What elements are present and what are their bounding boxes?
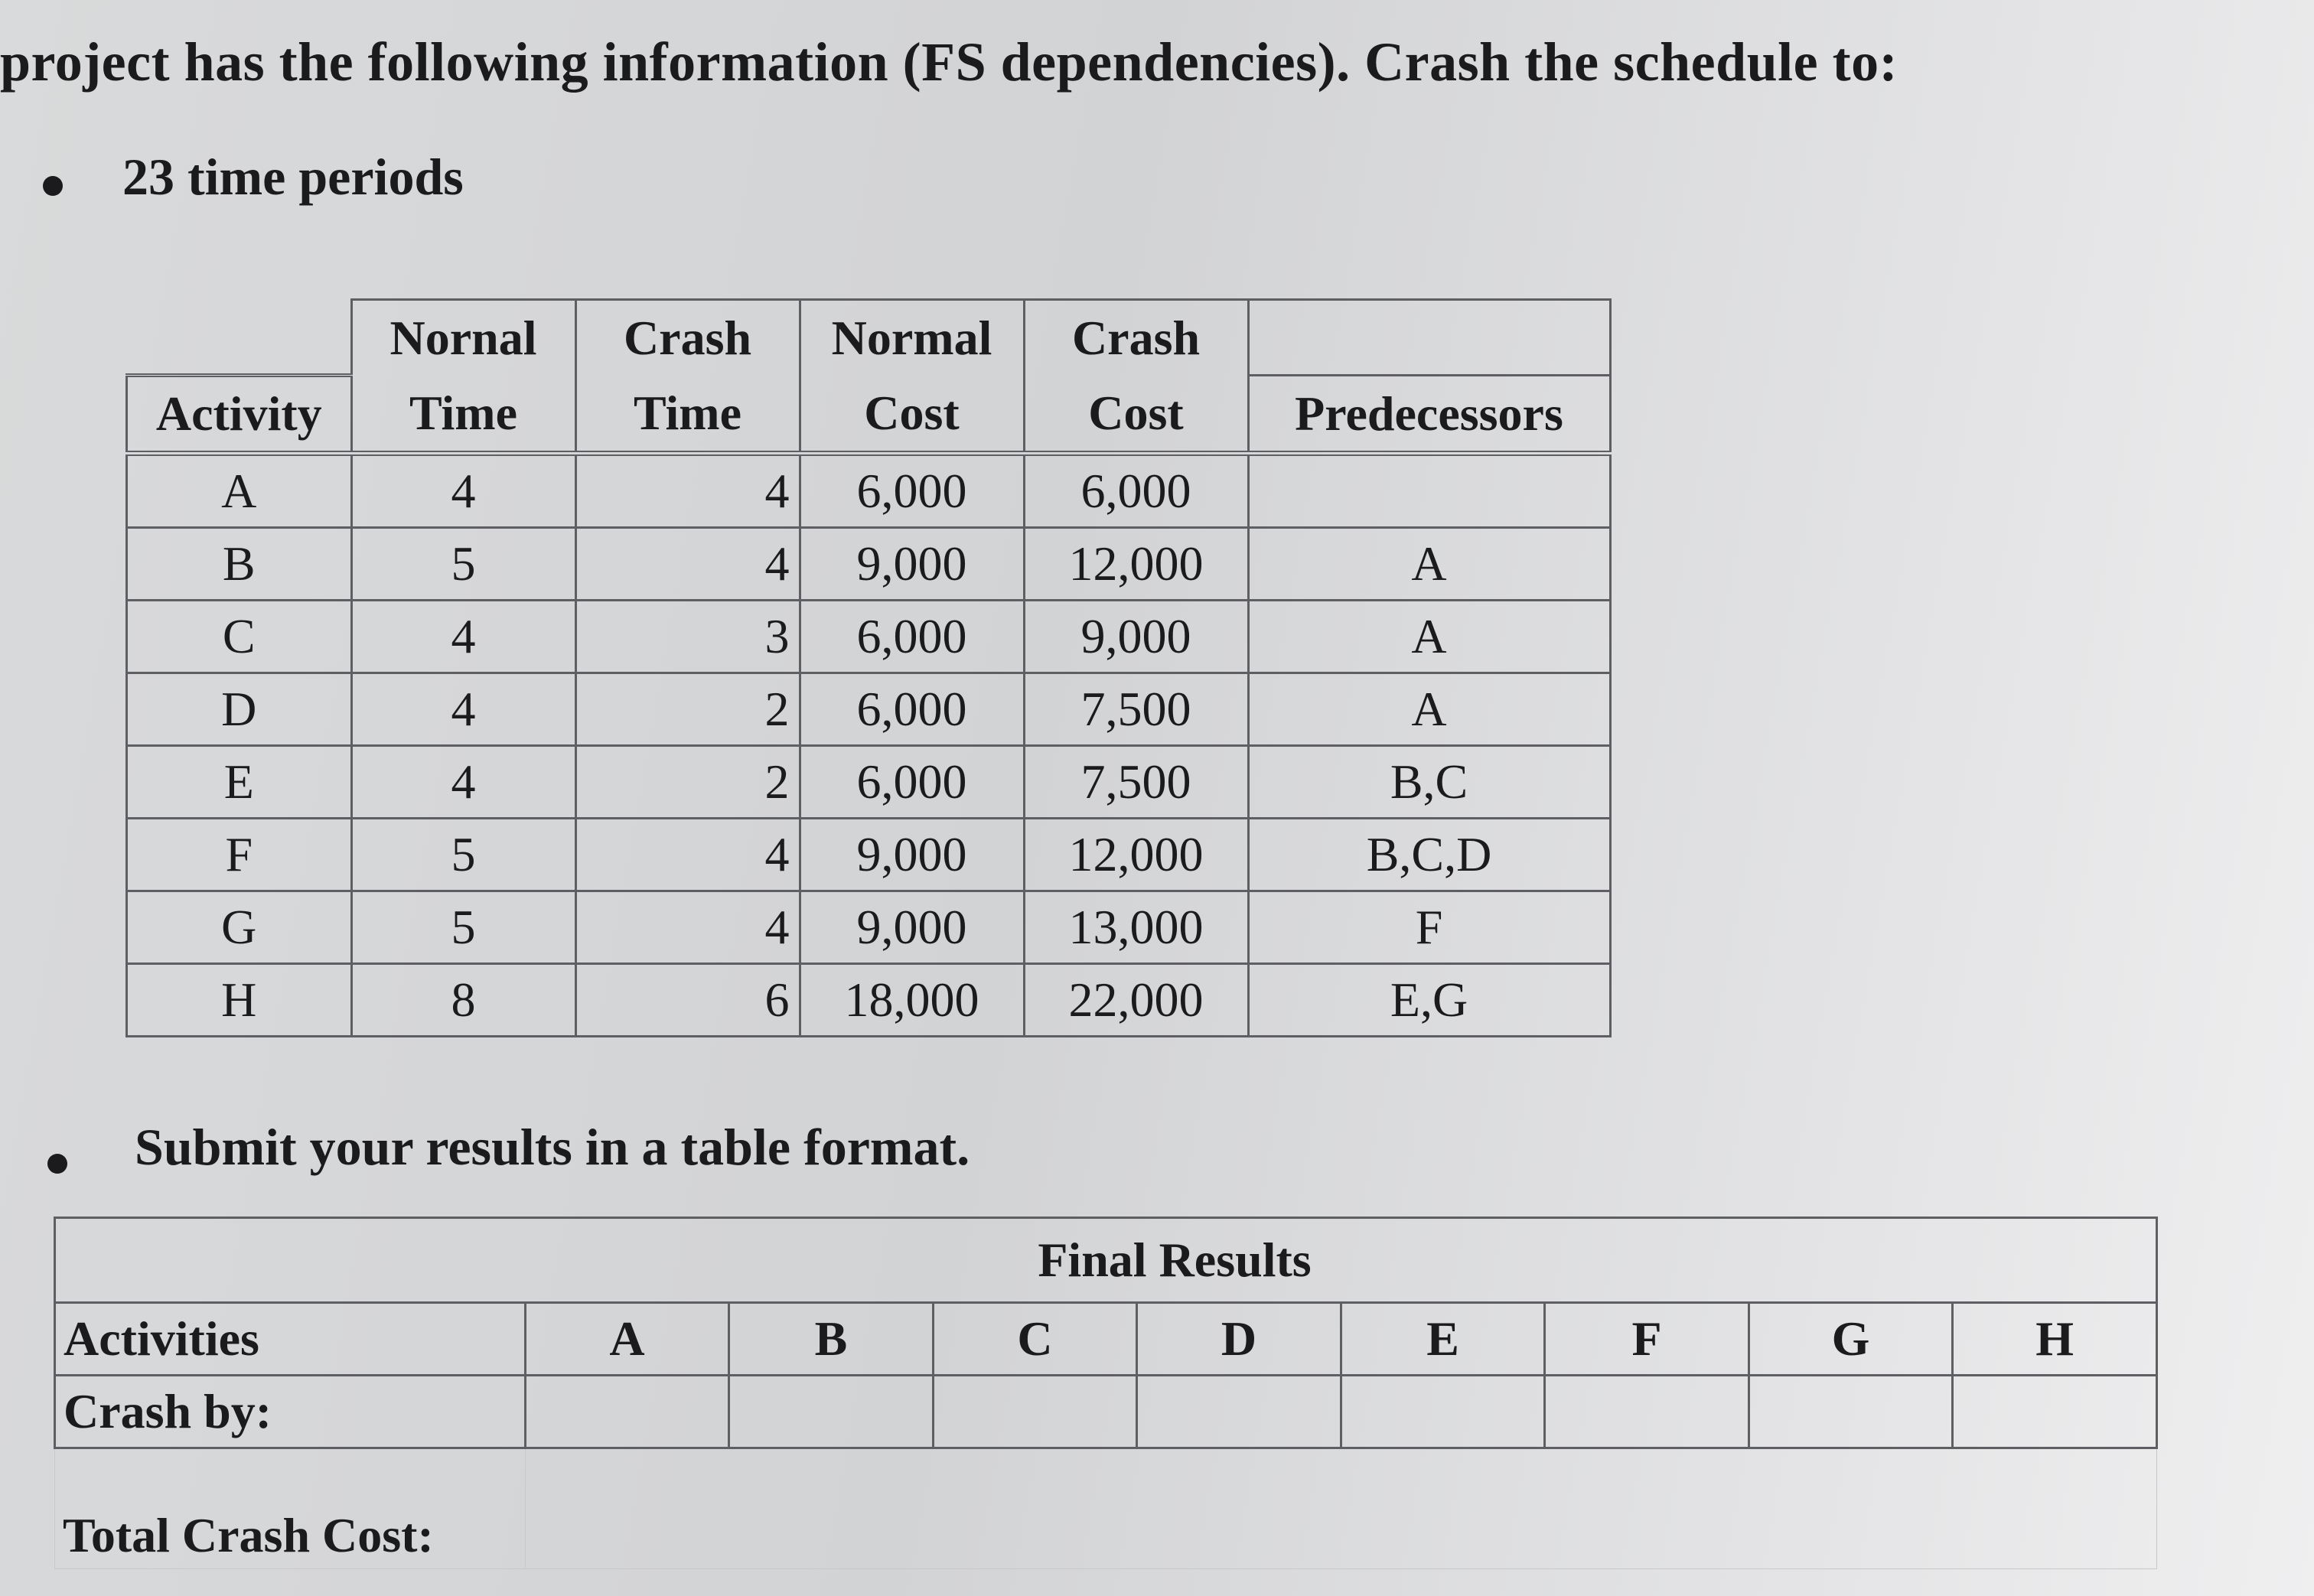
header-row-top xyxy=(127,300,1611,376)
cell-activity: G xyxy=(127,891,352,964)
cell-crash-time: 4 xyxy=(575,454,800,528)
table-row xyxy=(127,891,1611,964)
cell-activity: B xyxy=(127,528,352,601)
cell-crash-time: 2 xyxy=(575,746,800,819)
table-row xyxy=(127,528,1611,601)
bullet-submit-results: Submit your results in a table format. xyxy=(135,1118,970,1176)
cell-crash-time: 2 xyxy=(575,673,800,746)
results-col-h: H xyxy=(1953,1303,2157,1376)
cell-normal-time: 4 xyxy=(351,454,575,528)
cell-crash-cost: 22,000 xyxy=(1024,964,1248,1037)
header-crash-cost-top: Crash xyxy=(1024,300,1248,376)
cell-crash-cost: 6,000 xyxy=(1024,454,1248,528)
cell-normal-time: 5 xyxy=(351,528,575,601)
header-normal-time-top: Nornal xyxy=(351,300,575,376)
cell-crash-time: 4 xyxy=(575,528,800,601)
header-blank xyxy=(127,300,352,376)
header-row-bottom xyxy=(127,376,1611,454)
crash-by-d-cell[interactable] xyxy=(1137,1376,1341,1448)
cell-crash-time: 3 xyxy=(575,601,800,673)
cell-normal-time: 4 xyxy=(351,601,575,673)
results-col-d: D xyxy=(1137,1303,1341,1376)
cell-normal-time: 5 xyxy=(351,819,575,891)
header-predecessors: Predecessors xyxy=(1248,376,1610,454)
crash-by-h-cell[interactable] xyxy=(1953,1376,2157,1448)
activities-label: Activities xyxy=(55,1303,526,1376)
results-title: Final Results xyxy=(55,1218,2157,1303)
results-col-g: G xyxy=(1749,1303,1953,1376)
cell-activity: H xyxy=(127,964,352,1037)
cell-normal-cost: 6,000 xyxy=(800,746,1024,819)
cell-normal-time: 8 xyxy=(351,964,575,1037)
cell-crash-cost: 7,500 xyxy=(1024,746,1248,819)
cell-crash-cost: 12,000 xyxy=(1024,819,1248,891)
table-row xyxy=(127,819,1611,891)
crash-by-label: Crash by: xyxy=(55,1376,526,1448)
results-col-a: A xyxy=(525,1303,729,1376)
table-row xyxy=(127,454,1611,528)
crash-by-b-cell[interactable] xyxy=(729,1376,934,1448)
activities-row xyxy=(55,1303,2157,1376)
cell-predecessors xyxy=(1248,454,1610,528)
cell-predecessors: A xyxy=(1248,673,1610,746)
table-row xyxy=(127,673,1611,746)
cell-predecessors: A xyxy=(1248,601,1610,673)
crash-by-row xyxy=(55,1376,2157,1448)
results-col-f: F xyxy=(1545,1303,1749,1376)
cell-predecessors: B,C,D xyxy=(1248,819,1610,891)
crash-by-c-cell[interactable] xyxy=(933,1376,1137,1448)
crash-by-a-cell[interactable] xyxy=(525,1376,729,1448)
cell-normal-cost: 9,000 xyxy=(800,819,1024,891)
cell-normal-cost: 6,000 xyxy=(800,673,1024,746)
cell-normal-cost: 6,000 xyxy=(800,454,1024,528)
table-row xyxy=(127,601,1611,673)
cell-activity: D xyxy=(127,673,352,746)
header-activity: Activity xyxy=(127,376,352,454)
header-normal-cost-top: Normal xyxy=(800,300,1024,376)
cell-crash-time: 4 xyxy=(575,891,800,964)
final-results-table xyxy=(54,1217,2158,1569)
cell-normal-cost: 9,000 xyxy=(800,891,1024,964)
cell-activity: A xyxy=(127,454,352,528)
total-crash-cost-label: Total Crash Cost: xyxy=(55,1448,526,1569)
results-title-row xyxy=(55,1218,2157,1303)
crash-by-g-cell[interactable] xyxy=(1749,1376,1953,1448)
bullet-icon xyxy=(43,176,63,196)
cell-crash-cost: 13,000 xyxy=(1024,891,1248,964)
cell-activity: F xyxy=(127,819,352,891)
header-crash-time: Time xyxy=(575,376,800,454)
cell-crash-cost: 7,500 xyxy=(1024,673,1248,746)
cell-predecessors: F xyxy=(1248,891,1610,964)
header-normal-cost: Cost xyxy=(800,376,1024,454)
header-predecessors-top xyxy=(1248,300,1610,376)
cell-activity: C xyxy=(127,601,352,673)
cell-crash-cost: 12,000 xyxy=(1024,528,1248,601)
total-crash-cost-cell[interactable] xyxy=(525,1448,2156,1569)
cell-predecessors: B,C xyxy=(1248,746,1610,819)
cell-crash-cost: 9,000 xyxy=(1024,601,1248,673)
cell-activity: E xyxy=(127,746,352,819)
crash-by-f-cell[interactable] xyxy=(1545,1376,1749,1448)
header-crash-time-top: Crash xyxy=(575,300,800,376)
total-crash-cost-row xyxy=(55,1448,2157,1569)
cell-predecessors: E,G xyxy=(1248,964,1610,1037)
problem-heading: project has the following information (FS dependencies). Crash the schedule to: xyxy=(0,31,1898,93)
cell-normal-time: 4 xyxy=(351,673,575,746)
crash-by-e-cell[interactable] xyxy=(1341,1376,1545,1448)
cell-normal-time: 4 xyxy=(351,746,575,819)
table-row xyxy=(127,964,1611,1037)
cell-normal-cost: 9,000 xyxy=(800,528,1024,601)
results-col-c: C xyxy=(933,1303,1137,1376)
table-row xyxy=(127,746,1611,819)
header-crash-cost: Cost xyxy=(1024,376,1248,454)
cell-normal-cost: 6,000 xyxy=(800,601,1024,673)
results-col-b: B xyxy=(729,1303,934,1376)
cell-predecessors: A xyxy=(1248,528,1610,601)
activity-data-table xyxy=(125,298,1612,1037)
cell-crash-time: 6 xyxy=(575,964,800,1037)
cell-normal-time: 5 xyxy=(351,891,575,964)
cell-normal-cost: 18,000 xyxy=(800,964,1024,1037)
bullet-icon xyxy=(47,1154,67,1174)
bullet-time-periods: 23 time periods xyxy=(122,148,464,206)
cell-crash-time: 4 xyxy=(575,819,800,891)
header-normal-time: Time xyxy=(351,376,575,454)
results-col-e: E xyxy=(1341,1303,1545,1376)
